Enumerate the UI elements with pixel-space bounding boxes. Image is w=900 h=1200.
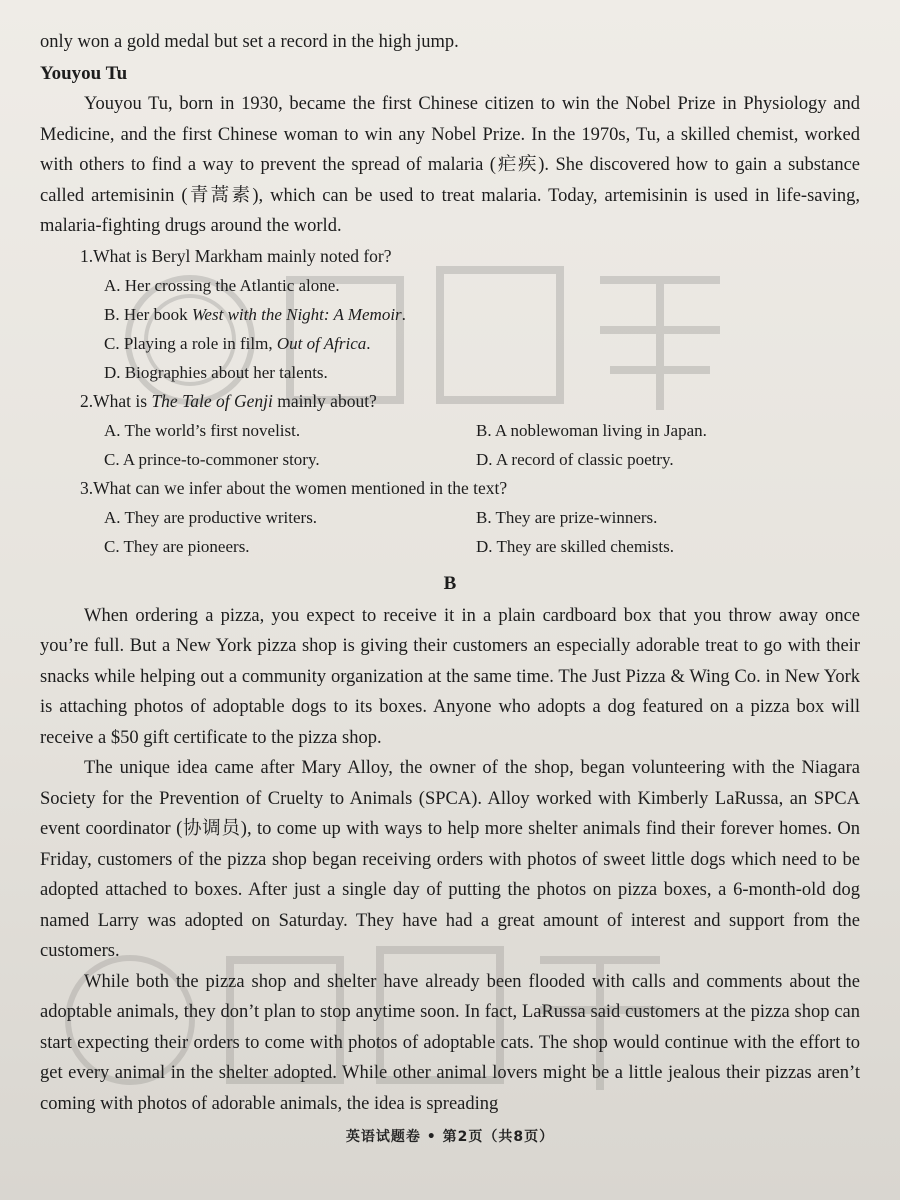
option-b-prefix: B. Her book bbox=[104, 304, 192, 324]
section-b-paragraph-2: The unique idea came after Mary Alloy, the owner of the shop, began volunteering with the Niagara Society for the Prevention of Cruelty to Animals (SPCA). Alloy worked with Kimberly LaRussa, an SPCA event coordinator (协调员), to come up with ways to help more shelter animals find their forever homes. On Friday, customers of the pizza shop began receiving orders with photos of sweet little dogs which need to be adopted attached to boxes. After just a single day of putting the photos on pizza boxes, a 6-month-old dog named Larry was adopted on Saturday. They have had a great amount of interest and support from the customers. bbox=[40, 758, 860, 961]
question-1-option-a: A. Her crossing the Atlantic alone. bbox=[104, 275, 340, 295]
question-2-title: The Tale of Genji bbox=[151, 390, 273, 411]
question-2-option-c: C. A prince-to-commoner story. bbox=[104, 449, 320, 469]
question-3-option-a: A. They are productive writers. bbox=[104, 507, 318, 527]
question-3-options-row-2 bbox=[40, 532, 860, 561]
question-3-stem: 3.What can we infer about the women mentioned in the text? bbox=[80, 477, 508, 498]
question-3-options-row-1 bbox=[40, 503, 860, 532]
page-footer: 英语试题卷 • 第2页（共8页） bbox=[345, 1129, 555, 1145]
question-2-options-row-1 bbox=[40, 416, 860, 445]
option-c-suffix: . bbox=[366, 333, 371, 353]
continued-text-line: only won a gold medal but set a record in the high jump. bbox=[40, 32, 459, 52]
question-3-option-d: D. They are skilled chemists. bbox=[476, 536, 674, 556]
question-2-prefix: 2.What is bbox=[80, 390, 152, 411]
question-2-option-a: A. The world’s first novelist. bbox=[104, 420, 301, 440]
option-c-prefix: C. Playing a role in film, bbox=[104, 333, 277, 353]
option-b-suffix: . bbox=[401, 304, 406, 324]
question-3-option-b: B. They are prize-winners. bbox=[476, 507, 658, 527]
question-1-option-c bbox=[40, 329, 860, 358]
question-1-stem: 1.What is Beryl Markham mainly noted for? bbox=[80, 245, 392, 266]
section-b-paragraph-3: While both the pizza shop and shelter have already been flooded with calls and comments about the adoptable animals, they don’t plan to stop anytime soon. In fact, LaRussa said customers at the pizza shop can start expecting their orders to come with photos of adoptable cats. The shop would continue with the effort to get every animal in the shelter adopted. While other animal lovers might be a little jealous their pizzas aren’t coming with photos of adorable animals, the idea is spreading bbox=[40, 971, 860, 1114]
section-heading-youyou-tu: Youyou Tu bbox=[40, 63, 128, 84]
section-b-paragraph-1: When ordering a pizza, you expect to receive it in a plain cardboard box that you throw away once you’re full. But a New York pizza shop is giving their customers an especially adorable treat to go with their snacks while helping out a community organization at the same time. The Just Pizza & Wing Co. in New York is attaching photos of adoptable dogs to its boxes. Anyone who adopts a dog featured on a pizza box will receive a $50 gift certificate to the pizza shop. bbox=[40, 605, 860, 748]
option-b-title: West with the Night: A Memoir bbox=[191, 304, 402, 324]
question-2-options-row-2 bbox=[40, 445, 860, 474]
question-1-option-b bbox=[40, 300, 860, 329]
question-2-suffix: mainly about? bbox=[272, 390, 377, 411]
question-2-option-d: D. A record of classic poetry. bbox=[476, 449, 674, 469]
youyou-tu-paragraph: Youyou Tu, born in 1930, became the first Chinese citizen to win the Nobel Prize in Physiology and Medicine, and the first Chinese woman to win any Nobel Prize. In the 1970s, Tu, a skilled chemist, worked with others to find a way to prevent the spread of malaria (疟疾). She discovered how to gain a substance called artemisinin (青蒿素), which can be used to treat malaria. Today, artemisinin is used in life-saving, malaria-fighting drugs around the world. bbox=[40, 94, 860, 236]
option-c-title: Out of Africa bbox=[276, 333, 367, 353]
question-2-option-b: B. A noblewoman living in Japan. bbox=[476, 420, 707, 440]
question-1-option-d: D. Biographies about her talents. bbox=[104, 362, 328, 382]
question-3-option-c: C. They are pioneers. bbox=[104, 536, 250, 556]
section-b-label: B bbox=[443, 572, 457, 594]
question-2-stem bbox=[40, 387, 860, 416]
